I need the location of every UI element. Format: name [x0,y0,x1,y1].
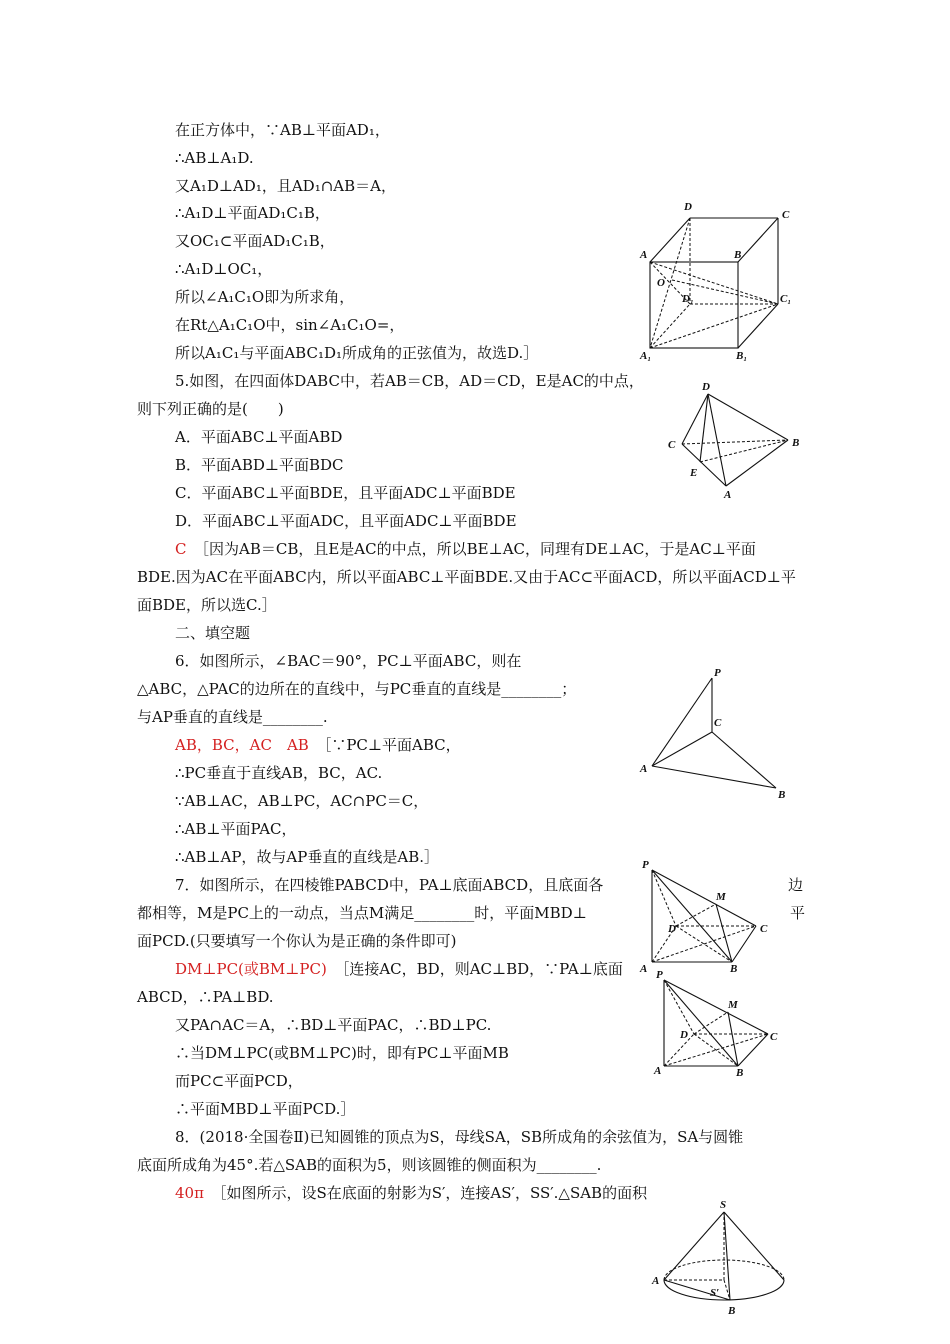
cube-label-C: C [782,209,790,221]
q8-answer: 40π [175,1184,204,1202]
q7f2-label-M: M [728,999,738,1011]
q4-line-6: ∴A₁D⊥OC₁， [175,260,273,278]
q4-line-4: ∴A₁D⊥平面AD₁C₁B， [175,204,330,222]
q4-line-5: 又OC₁⊂平面AD₁C₁B， [175,232,335,250]
q7-stem-1: 7．如图所示，在四棱锥PABCD中，PA⊥底面ABCD，且底面各 [175,876,604,894]
cone-label-A: A [652,1275,660,1287]
q4-line-3: 又A₁D⊥AD₁，且AD₁∩AB＝A， [175,177,396,195]
q7f2-label-A: A [654,1065,662,1077]
q7f1-label-C: C [760,923,768,935]
q7f1-label-P: P [642,859,649,871]
cube-label-D: D [684,201,692,213]
q7-stem-3: 面PCD.(只要填写一个你认为是正确的条件即可) [137,932,457,950]
q5-explain-1-text: ［因为AB＝CB，且E是AC的中点，所以BE⊥AC，同理有DE⊥AC，于是AC⊥平面 [201,540,756,558]
q7f2-label-D: D [680,1029,688,1041]
q4-line-2: ∴AB⊥A₁D. [175,149,254,167]
q7-explain-4: ∴当DM⊥PC(或BM⊥PC)时，即有PC⊥平面MB [175,1044,509,1062]
q6-explain-3: ∵AB⊥AC，AB⊥PC，AC∩PC＝C， [175,792,429,810]
tetra-label-C: C [668,439,676,451]
cube-label-O: O [657,277,665,289]
q8-explain-1 [175,1183,647,1203]
q5-explain-3: 面BDE，所以选C.］ [137,596,277,614]
q4-line-7: 所以∠A₁C₁O即为所求角， [175,288,355,306]
q5-stem-2: 则下列正确的是( ) [137,400,284,418]
q7-explain-1 [175,959,623,979]
q6-label-A: A [640,763,648,775]
tetra-label-A: A [724,489,732,501]
q7f1-label-A: A [640,963,648,975]
cube-label-D1: D₁ [682,293,694,305]
q7f2-label-C: C [770,1031,778,1043]
cube-figure [632,196,802,366]
cube-label-B: B [734,249,742,261]
cone-figure [646,1196,796,1320]
q6-stem-1: 6．如图所示，∠BAC＝90°，PC⊥平面ABC，则在 [175,652,522,670]
q7f1-label-B: B [730,963,738,975]
q5-stem-1: 5.如图，在四面体DABC中，若AB＝CB，AD＝CD，E是AC的中点， [175,372,644,390]
q7-explain-1-text: ［连接AC，BD，则AC⊥BD，∵PA⊥底面 [341,960,623,978]
q5-option-b: B．平面ABD⊥平面BDC [175,456,344,474]
cone-label-S-prime: S′ [710,1287,720,1299]
q5-option-a: A．平面ABC⊥平面ABD [175,428,343,446]
cone-label-S: S [720,1199,727,1211]
q6-explain-1 [175,735,461,755]
tetra-label-D: D [702,381,710,393]
cube-label-A: A [640,249,648,261]
q7f1-label-M: M [716,891,726,903]
section-fill-in-heading: 二、填空题 [175,624,251,642]
q4-line-1: 在正方体中，∵AB⊥平面AD₁， [175,121,390,139]
q5-option-c: C．平面ABC⊥平面BDE，且平面ADC⊥平面BDE [175,484,516,502]
q6-explain-5: ∴AB⊥AP，故与AP垂直的直线是AB.］ [175,848,439,866]
q6-explain-1-text: ［∵PC⊥平面ABC， [323,736,461,754]
q4-line-9: 所以A₁C₁与平面ABC₁D₁所成角的正弦值为，故选D.］ [175,344,539,362]
q7-explain-5: 而PC⊂平面PCD， [175,1072,303,1090]
q4-line-8: 在Rt△A₁C₁O中，sin∠A₁C₁O=， [175,316,405,334]
q6-stem-3: 与AP垂直的直线是________. [137,708,328,726]
q7-pyramid-figure-1 [636,856,786,976]
q6-stem-2: △ABC，△PAC的边所在的直线中，与PC垂直的直线是________； [137,680,577,698]
q6-explain-2: ∴PC垂直于直线AB，BC，AC. [175,764,383,782]
q6-answer: AB，BC，AC AB [175,736,309,754]
q7-explain-2: ABCD，∴PA⊥BD. [137,988,274,1006]
q5-explain-1 [175,539,756,559]
tetra-label-B: B [792,437,800,449]
q8-stem-2: 底面所成角为45°.若△SAB的面积为5，则该圆锥的侧面积为________. [137,1156,602,1174]
q8-explain-1-text: ［如图所示，设S在底面的射影为S′，连接AS′，SS′.△SAB的面积 [218,1184,648,1202]
q7f2-label-P: P [656,969,663,981]
q6-explain-4: ∴AB⊥平面PAC， [175,820,297,838]
q7-stem-2-tail: 平 [790,904,806,922]
q5-option-d: D．平面ABC⊥平面ADC，且平面ADC⊥平面BDE [175,512,517,530]
q6-figure [638,664,798,804]
q5-explain-2: BDE.因为AC在平面ABC内，所以平面ABC⊥平面BDE.又由于AC⊂平面ACD，所以平面ACD⊥平 [137,568,796,586]
q7-explain-3: 又PA∩AC＝A，∴BD⊥平面PAC，∴BD⊥PC. [175,1016,492,1034]
tetrahedron-figure [664,378,814,502]
cube-label-A1: A₁ [640,350,652,362]
q7-stem-2: 都相等，M是PC上的一动点，当点M满足________时，平面MBD⊥ [137,904,587,922]
cube-label-C1: C₁ [780,293,792,305]
q7-pyramid-figure-2 [646,970,796,1084]
q7f1-label-D: D [668,923,676,935]
tetra-label-E: E [690,467,698,479]
cube-label-B1: B₁ [736,350,748,362]
q7-stem-1-tail: 边 [788,876,804,894]
q7-explain-6: ∴平面MBD⊥平面PCD.］ [175,1100,356,1118]
cone-label-B: B [728,1305,736,1317]
q7f2-label-B: B [736,1067,744,1079]
q6-label-B: B [778,789,786,801]
q7-answer: DM⊥PC(或BM⊥PC) [175,960,327,978]
q8-stem-1: 8．(2018·全国卷Ⅱ)已知圆锥的顶点为S，母线SA，SB所成角的余弦值为，SA与圆锥 [175,1128,744,1146]
q6-label-C: C [714,717,722,729]
q6-label-P: P [714,667,721,679]
q5-answer: C [175,540,187,558]
